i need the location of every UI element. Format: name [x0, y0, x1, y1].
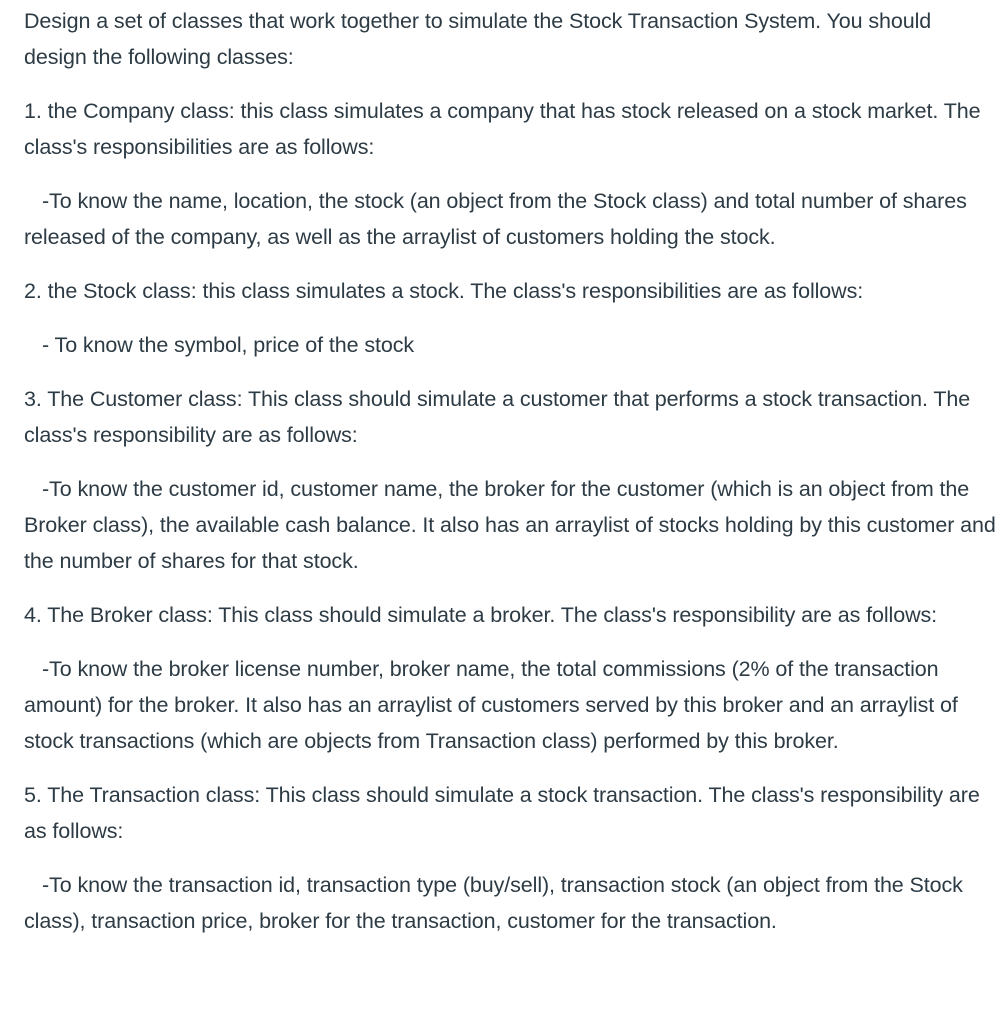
document-body — [24, 3, 999, 939]
stock-class-detail: - To know the symbol, price of the stock — [42, 333, 415, 357]
customer-class-detail: -To know the customer id, customer name, the broker for the customer (which is an object from the Broker class), the available cash balance. It also has an arraylist of stocks holding by this customer and the number of shares for that stock. — [24, 477, 996, 573]
stock-class-heading: 2. the Stock class: this class simulates a stock. The class's responsibilities are as follows: — [24, 279, 864, 303]
transaction-class-detail: -To know the transaction id, transaction type (buy/sell), transaction stock (an object from the Stock class), transaction price, broker for the transaction, customer for the transaction. — [24, 873, 963, 933]
company-class-heading: 1. the Company class: this class simulates a company that has stock released on a stock market. The class's responsibilities are as follows: — [24, 99, 981, 159]
broker-class-heading: 4. The Broker class: This class should simulate a broker. The class's responsibility are as follows: — [24, 603, 938, 627]
company-class-detail: -To know the name, location, the stock (an object from the Stock class) and total number of shares released of the company, as well as the arraylist of customers holding the stock. — [24, 189, 967, 249]
transaction-class-heading: 5. The Transaction class: This class should simulate a stock transaction. The class's responsibility are as follows: — [24, 783, 980, 843]
customer-class-heading: 3. The Customer class: This class should simulate a customer that performs a stock transaction. The class's responsibility are as follows: — [24, 387, 971, 447]
broker-class-detail: -To know the broker license number, broker name, the total commissions (2% of the transaction amount) for the broker. It also has an arraylist of customers served by this broker and an arraylist of stock transactions (which are objects from Transaction class) performed by this broker. — [24, 657, 958, 753]
intro-paragraph: Design a set of classes that work together to simulate the Stock Transaction System. You should design the following classes: — [24, 9, 932, 69]
